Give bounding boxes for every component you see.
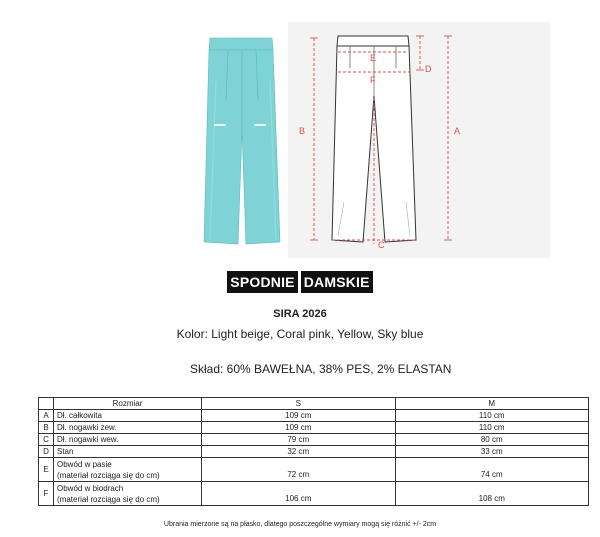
row-label-line2: (materiał rozciąga się do cm) bbox=[57, 471, 160, 480]
size-table bbox=[38, 397, 589, 506]
label-c: C bbox=[378, 240, 385, 250]
row-value-m: 108 cm bbox=[395, 482, 589, 506]
row-label: Dł. całkowita bbox=[54, 410, 202, 422]
table-row bbox=[39, 458, 589, 482]
row-label-line1: Obwód w pasie bbox=[57, 460, 112, 469]
title-word-2: DAMSKIE bbox=[301, 271, 373, 293]
row-label: Dł. nogawki zew. bbox=[54, 422, 202, 434]
trousers-outline-drawing bbox=[288, 22, 550, 258]
label-d: D bbox=[425, 64, 432, 74]
product-photo bbox=[130, 20, 286, 252]
row-value-s: 72 cm bbox=[202, 458, 396, 482]
row-value-s: 109 cm bbox=[202, 422, 396, 434]
row-letter: B bbox=[39, 422, 54, 434]
row-value-m: 33 cm bbox=[395, 446, 589, 458]
table-header-row bbox=[39, 398, 589, 410]
row-value-s: 106 cm bbox=[202, 482, 396, 506]
row-letter: D bbox=[39, 446, 54, 458]
label-f: F bbox=[370, 75, 376, 85]
footnote: Ubrania mierzone są na płasko, dlatego poszczególne wymiary mogą się różnić +/- 2cm bbox=[163, 521, 437, 528]
row-label bbox=[54, 458, 202, 482]
row-label-line2: (materiał rozciąga się do cm) bbox=[57, 495, 160, 504]
label-e: E bbox=[370, 53, 377, 63]
row-letter: A bbox=[39, 410, 54, 422]
table-row bbox=[39, 446, 589, 458]
label-a: A bbox=[454, 126, 461, 136]
trousers-photo-illustration bbox=[130, 20, 286, 252]
composition-line: Skład: 60% BAWEŁNA, 38% PES, 2% ELASTAN bbox=[190, 362, 452, 376]
row-letter: F bbox=[39, 482, 54, 506]
header-size-label: Rozmiar bbox=[54, 398, 202, 410]
measurement-diagram bbox=[288, 22, 550, 258]
row-value-m: 74 cm bbox=[395, 458, 589, 482]
header-letter-cell bbox=[39, 398, 54, 410]
row-value-s: 109 cm bbox=[202, 410, 396, 422]
row-value-m: 80 cm bbox=[395, 434, 589, 446]
title-word-1: SPODNIE bbox=[227, 271, 297, 293]
row-value-m: 110 cm bbox=[395, 410, 589, 422]
header-size-m: M bbox=[395, 398, 589, 410]
table-row bbox=[39, 434, 589, 446]
row-value-m: 110 cm bbox=[395, 422, 589, 434]
row-label: Stan bbox=[54, 446, 202, 458]
row-value-s: 32 cm bbox=[202, 446, 396, 458]
row-value-s: 79 cm bbox=[202, 434, 396, 446]
product-title bbox=[0, 271, 600, 293]
header-size-s: S bbox=[202, 398, 396, 410]
colors-line: Kolor: Light beige, Coral pink, Yellow, Sky blue bbox=[176, 327, 424, 341]
table-row bbox=[39, 410, 589, 422]
model-name: SIRA 2026 bbox=[273, 308, 327, 320]
table-row bbox=[39, 482, 589, 506]
row-letter: C bbox=[39, 434, 54, 446]
row-letter: E bbox=[39, 458, 54, 482]
label-b: B bbox=[299, 126, 306, 136]
table-row bbox=[39, 422, 589, 434]
row-label-line1: Obwód w biodrach bbox=[57, 484, 124, 493]
row-label: Dł. nogawki wew. bbox=[54, 434, 202, 446]
row-label bbox=[54, 482, 202, 506]
